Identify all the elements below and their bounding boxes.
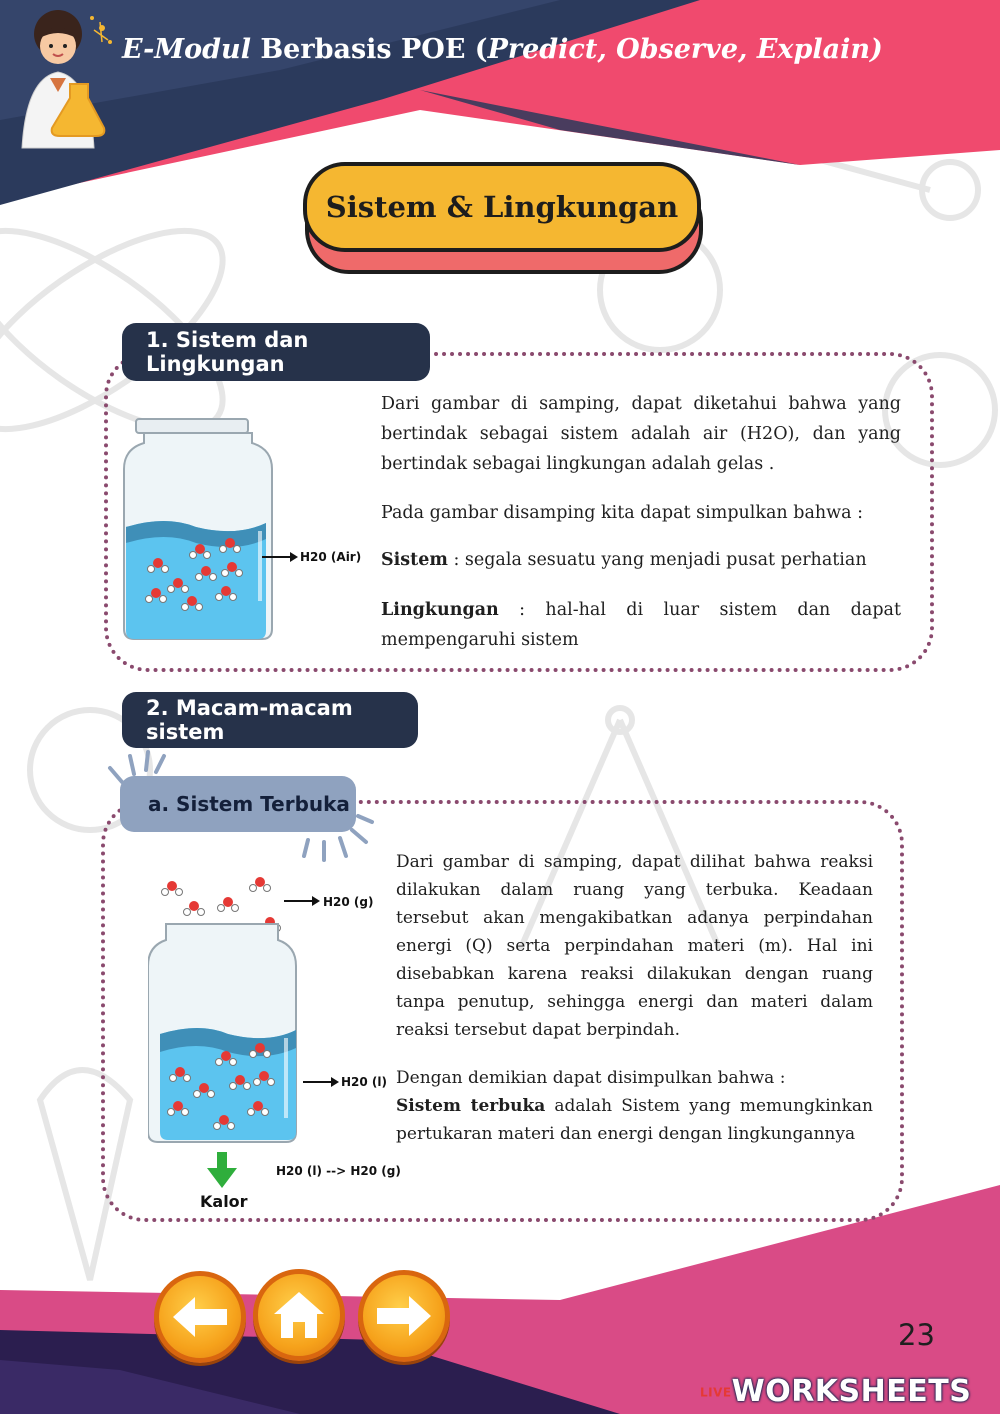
section1-label-text: 1. Sistem dan Lingkungan	[146, 328, 309, 376]
section2a-paragraph-1: Dari gambar di samping, dapat dilihat bahwa reaksi dilakukan dalam ruang yang terbuka. Keadaan tersebut akan mengakibatkan adanya perpindahan energi (Q) serta perpindahan materi (m). Hal ini disebabkan karena reaksi dilakukan dengan ruang tanpa penutup, sehingga energi dan materi dalam reaksi tersebut dapat berpindah.	[396, 852, 873, 1040]
section1-text	[381, 389, 901, 655]
lingkungan-def: : hal-hal di luar sistem dan dapat mempengaruhi sistem	[381, 600, 901, 650]
home-button[interactable]	[253, 1269, 345, 1361]
arrow-right-icon	[377, 1296, 431, 1336]
page-title: Sistem & Lingkungan	[325, 190, 679, 224]
reaction-label: H20 (l) --> H20 (g)	[276, 1164, 401, 1178]
arrow-down-icon	[207, 1152, 237, 1188]
gas-label: H20 (g)	[323, 895, 374, 909]
scientist-mascot-illustration	[10, 8, 120, 153]
arrow-right-icon	[284, 894, 320, 908]
header-title-italic: E-Modul	[122, 34, 251, 65]
jar1-water-label: H20 (Air)	[300, 550, 362, 564]
water-jar-illustration	[118, 415, 278, 643]
header-title-plain: Berbasis POE (	[250, 34, 488, 65]
header-title-italic-2: Predict, Observe, Explain)	[487, 34, 883, 65]
sistem-terbuka-term: Sistem terbuka	[396, 1096, 546, 1116]
section2a-label-text: a. Sistem Terbuka	[148, 792, 350, 816]
section2a-text	[396, 848, 873, 1148]
module-header-title	[122, 34, 883, 65]
arrow-right-icon	[303, 1075, 339, 1089]
page-number: 23	[898, 1318, 935, 1352]
section2a-paragraph-2: Dengan demikian dapat disimpulkan bahwa :	[396, 1068, 786, 1088]
sistem-def: : segala sesuatu yang menjadi pusat perhatian	[447, 550, 867, 570]
sistem-definition	[381, 545, 901, 575]
lingkungan-definition	[381, 595, 901, 655]
next-page-button[interactable]	[358, 1270, 450, 1362]
section1-paragraph-1: Dari gambar di samping, dapat diketahui bahwa yang bertindak sebagai sistem adalah air (H2O), dan yang bertindak sebagai lingkungan adalah gelas .	[381, 394, 901, 474]
home-icon	[274, 1292, 324, 1338]
sistem-terbuka-def: adalah Sistem yang memungkinkan pertukaran materi dan energi dengan lingkungannya	[396, 1096, 874, 1144]
brand-text: WORKSHEETS	[731, 1374, 972, 1409]
prev-page-button[interactable]	[154, 1271, 246, 1363]
arrow-right-icon	[262, 550, 298, 564]
lingkungan-term: Lingkungan	[381, 600, 499, 620]
section1-label	[122, 323, 430, 381]
section2-label-text: 2. Macam-macam sistem	[146, 696, 353, 744]
arrow-left-icon	[173, 1297, 227, 1337]
section2-label	[122, 692, 418, 748]
page-title-pill	[303, 162, 701, 252]
liquid-label: H20 (l)	[341, 1075, 388, 1089]
brand-prefix: LIVE	[700, 1385, 732, 1400]
section2a-label	[120, 776, 356, 832]
open-jar-illustration	[148, 870, 308, 1152]
kalor-label: Kalor	[200, 1192, 248, 1211]
sistem-terbuka-definition	[396, 1092, 873, 1148]
liveworksheets-logo[interactable]	[700, 1374, 971, 1409]
sistem-term: Sistem	[381, 550, 448, 570]
section1-paragraph-2: Pada gambar disamping kita dapat simpulkan bahwa :	[381, 503, 864, 523]
